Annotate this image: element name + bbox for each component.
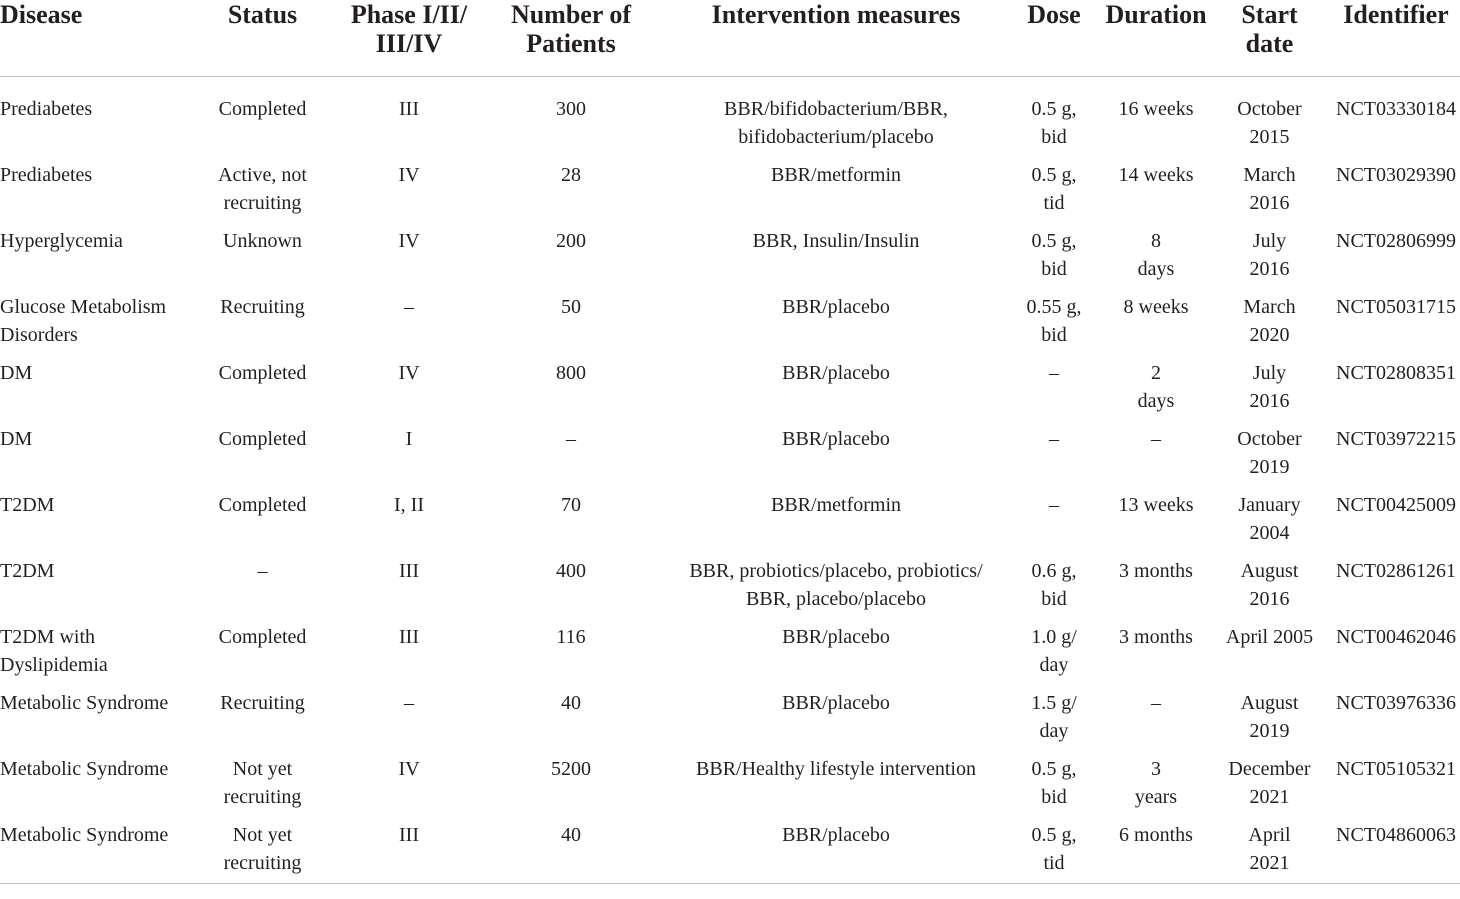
cell-status: Recruiting [220,692,305,714]
cell-phase: – [404,692,414,714]
cell-intervention: BBR/placebo [782,362,890,384]
cell-disease: T2DM [0,560,55,582]
cell-patients: 300 [556,98,586,120]
cell-status: Completed [218,494,307,516]
cell-intervention: BBR, Insulin/Insulin [752,230,920,252]
cell-phase: III [399,98,419,120]
header-identifier: Identifier [1332,0,1460,77]
cell-phase: I, II [394,494,424,516]
cell-identifier: NCT00425009 [1336,494,1456,516]
table-header-row [0,0,1460,77]
cell-duration: 6 months [1105,821,1207,884]
cell-start-date: March 2020 [1243,296,1296,346]
table-row [0,491,1460,557]
cell-duration: 8 days [1137,230,1175,280]
cell-identifier: NCT03976336 [1336,692,1456,714]
cell-status: Recruiting [220,296,305,318]
cell-duration: 8 weeks [1123,296,1189,318]
cell-disease: Metabolic Syndrome [0,821,180,884]
cell-disease: Metabolic Syndrome [0,692,169,714]
cell-dose: 0.5 g, bid [1031,758,1077,808]
cell-status: Unknown [223,230,302,252]
table-row [0,821,1460,884]
cell-phase: – [404,296,414,318]
cell-status: Not yet recruiting [223,758,302,808]
cell-identifier: NCT03330184 [1336,98,1456,120]
cell-start-date: January 2004 [1238,494,1301,544]
cell-disease: DM [0,428,33,450]
cell-disease: Glucose Metabolism Disorders [0,296,167,346]
cell-patients: 28 [561,164,581,186]
cell-dose: 0.55 g, bid [1026,296,1082,346]
cell-duration: 14 weeks [1118,164,1194,186]
cell-start-date: July 2016 [1249,230,1290,280]
cell-patients: – [566,428,576,450]
table-row [0,689,1460,755]
cell-disease: Prediabetes [0,98,93,120]
cell-identifier: NCT02861261 [1336,560,1456,582]
cell-duration: 3 months [1119,626,1193,648]
cell-duration: 16 weeks [1118,98,1194,120]
cell-dose: 0.5 g, bid [1031,98,1077,148]
cell-patients: 40 [473,821,669,884]
cell-phase: IV [398,230,420,252]
table-row [0,359,1460,425]
cell-intervention: BBR/placebo [782,296,890,318]
table-row [0,293,1460,359]
header-intervention-measures: Intervention measures [669,0,1003,77]
header-phase: Phase I/II/ III/IV [345,0,473,77]
cell-status: Completed [218,362,307,384]
cell-disease: Hyperglycemia [0,230,123,252]
cell-patients: 50 [561,296,581,318]
cell-dose: 1.5 g/ day [1031,692,1077,742]
table-row [0,77,1460,162]
cell-identifier: NCT02808351 [1336,362,1456,384]
cell-intervention: BBR/placebo [782,428,890,450]
cell-duration: 3 years [1134,758,1178,808]
cell-start-date: December 2021 [1228,758,1311,808]
cell-disease: T2DM [0,494,55,516]
cell-intervention: BBR, probiotics/placebo, probiotics/ BBR, placebo/placebo [689,560,983,610]
cell-start-date: October 2015 [1237,98,1302,148]
table-row [0,623,1460,689]
cell-phase: IV [398,164,420,186]
header-dose: Dose [1003,0,1105,77]
cell-patients: 800 [556,362,586,384]
cell-patients: 70 [561,494,581,516]
cell-intervention: BBR/metformin [771,164,901,186]
cell-status: Not yet recruiting [180,821,345,884]
cell-disease: DM [0,362,33,384]
cell-phase: IV [398,362,420,384]
cell-dose: 0.5 g, tid [1031,164,1077,214]
cell-disease: T2DM with Dyslipidemia [0,626,108,676]
header-status: Status [180,0,345,77]
cell-disease: Metabolic Syndrome [0,758,169,780]
cell-status: Completed [218,98,307,120]
table-row [0,557,1460,623]
header-duration: Duration [1105,0,1207,77]
cell-status: – [257,560,268,582]
cell-identifier: NCT02806999 [1336,230,1456,252]
cell-start-date: October 2019 [1237,428,1302,478]
cell-identifier: NCT03029390 [1336,164,1456,186]
cell-start-date: July 2016 [1249,362,1290,412]
cell-dose: 0.6 g, bid [1031,560,1077,610]
cell-patients: 116 [556,626,586,648]
table-row [0,425,1460,491]
table-row [0,227,1460,293]
cell-start-date: August 2016 [1240,560,1299,610]
cell-duration: – [1151,692,1161,714]
table-row [0,755,1460,821]
cell-intervention: BBR/bifidobacterium/BBR, bifidobacterium/placebo [724,98,948,148]
cell-duration: 3 months [1119,560,1193,582]
cell-dose: – [1049,362,1059,384]
cell-identifier: NCT00462046 [1336,626,1456,648]
cell-start-date: April 2005 [1225,626,1314,648]
cell-start-date: March 2016 [1243,164,1296,214]
cell-identifier: NCT05105321 [1336,758,1456,780]
cell-intervention: BBR/placebo [782,626,890,648]
cell-start-date: August 2019 [1240,692,1299,742]
cell-patients: 40 [561,692,581,714]
header-number-of-patients: Number of Patients [473,0,669,77]
cell-status: Completed [218,626,307,648]
cell-phase: III [399,560,419,582]
cell-phase: III [399,626,419,648]
cell-duration: 13 weeks [1118,494,1194,516]
cell-duration: – [1151,428,1161,450]
cell-start-date: April 2021 [1207,821,1332,884]
cell-intervention: BBR/metformin [771,494,901,516]
cell-identifier: NCT03972215 [1336,428,1456,450]
table-row [0,161,1460,227]
cell-phase: IV [398,758,420,780]
cell-phase: III [345,821,473,884]
cell-identifier: NCT05031715 [1336,296,1456,318]
table-body [0,77,1460,884]
cell-dose: 1.0 g/ day [1031,626,1077,676]
cell-patients: 400 [556,560,586,582]
cell-dose: 0.5 g, bid [1031,230,1077,280]
cell-identifier: NCT04860063 [1332,821,1460,884]
cell-phase: I [405,428,413,450]
cell-dose: – [1049,428,1059,450]
cell-duration: 2 days [1137,362,1175,412]
header-start-date: Start date [1207,0,1332,77]
cell-status: Completed [218,428,307,450]
cell-dose: 0.5 g, tid [1003,821,1105,884]
cell-disease: Prediabetes [0,164,93,186]
cell-patients: 5200 [551,758,591,780]
cell-dose: – [1049,494,1059,516]
cell-patients: 200 [556,230,586,252]
cell-intervention: BBR/Healthy lifestyle intervention [696,758,976,780]
cell-status: Active, not recruiting [218,164,307,214]
cell-intervention: BBR/placebo [782,692,890,714]
cell-intervention: BBR/placebo [669,821,1003,884]
header-disease: Disease [0,0,180,77]
